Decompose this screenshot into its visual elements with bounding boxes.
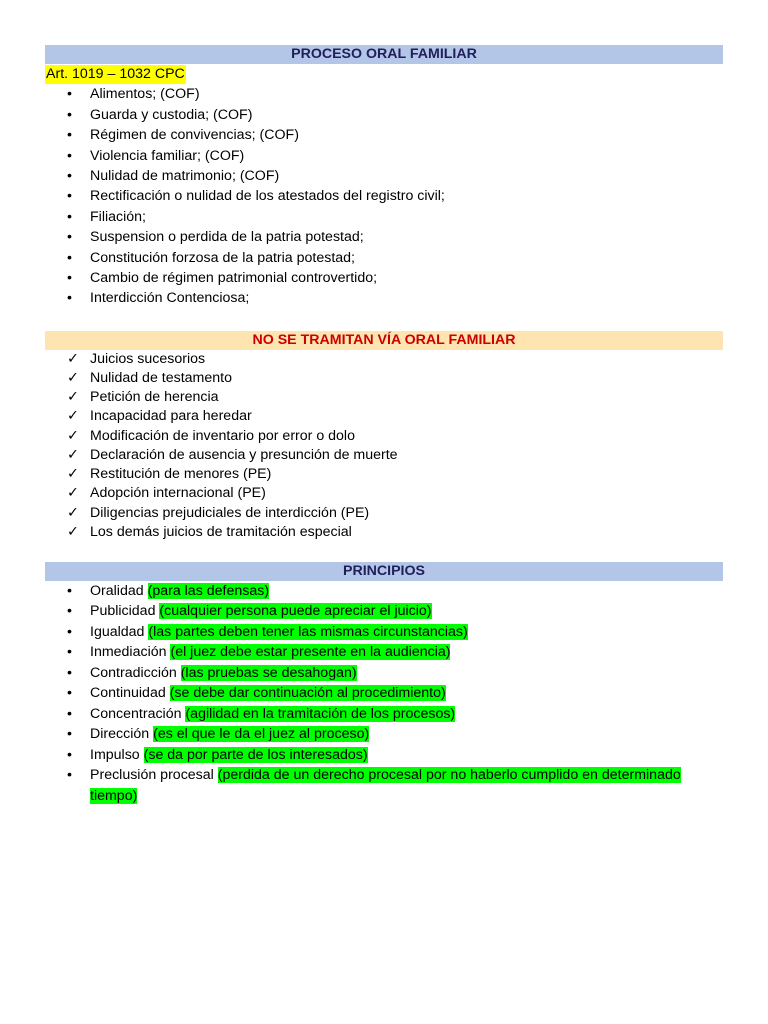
checkmark-icon: ✓ [67, 427, 79, 444]
principios-list [45, 581, 723, 807]
oral-familiar-list [45, 84, 723, 308]
list-item-text: Nulidad de testamento [90, 370, 232, 387]
list-item-text: Petición de herencia [90, 389, 219, 406]
list-item [45, 765, 723, 806]
bullet-icon: • [67, 746, 72, 763]
bullet-icon: • [67, 86, 72, 103]
list-item [45, 484, 723, 503]
list-item [45, 388, 723, 407]
bullet-icon: • [67, 705, 72, 722]
list-item [45, 369, 723, 388]
bullet-icon: • [67, 767, 72, 784]
principle-term: Igualdad [90, 623, 145, 640]
list-item [45, 84, 723, 104]
list-item-text: Constitución forzosa de la patria potestad; [90, 249, 355, 266]
list-item-text: Juicios sucesorios [90, 350, 206, 367]
checkmark-icon: ✓ [67, 350, 79, 367]
section-header-principios: PRINCIPIOS [45, 562, 723, 581]
bullet-icon: • [67, 229, 72, 246]
bullet-icon: • [67, 168, 72, 185]
no-tramitan-list [45, 350, 723, 542]
list-item [45, 622, 723, 643]
list-item-text: Los demás juicios de tramitación especial [90, 523, 352, 540]
bullet-icon: • [67, 726, 72, 743]
checkmark-icon: ✓ [67, 389, 79, 406]
principle-term: Inmediación [90, 644, 167, 661]
list-item-text: Modificación de inventario por error o dolo [90, 427, 355, 444]
list-item [45, 125, 723, 145]
list-item [45, 105, 723, 125]
principle-note-highlight: (perdida de un derecho procesal por no haberlo cumplido en determinado tiempo) [90, 767, 681, 804]
bullet-icon: • [67, 603, 72, 620]
list-item [45, 350, 723, 369]
list-item-text: Restitución de menores (PE) [90, 466, 272, 483]
checkmark-icon: ✓ [67, 485, 79, 502]
list-item [45, 581, 723, 602]
principle-note-highlight: (para las defensas) [147, 582, 270, 599]
list-item [45, 407, 723, 426]
principle-term: Preclusión procesal [90, 767, 214, 784]
principle-term: Contradicción [90, 664, 177, 681]
checkmark-icon: ✓ [67, 446, 79, 463]
section-header-no-se-tramitan: NO SE TRAMITAN VÍA ORAL FAMILIAR [45, 331, 723, 350]
bullet-icon: • [67, 127, 72, 144]
list-item-text: Adopción internacional (PE) [90, 485, 266, 502]
list-item-text: Diligencias prejudiciales de interdicción (PE) [90, 504, 370, 521]
principle-note-highlight: (agilidad en la tramitación de los procesos) [185, 705, 456, 722]
principle-note-highlight: (es el que le da el juez al proceso) [153, 726, 370, 743]
list-item-text: Nulidad de matrimonio; (COF) [90, 168, 280, 185]
bullet-icon: • [67, 644, 72, 661]
list-item [45, 704, 723, 725]
checkmark-icon: ✓ [67, 408, 79, 425]
principle-note-highlight: (el juez debe estar presente en la audiencia) [170, 644, 451, 661]
list-item [45, 288, 723, 308]
list-item [45, 427, 723, 446]
list-item [45, 504, 723, 523]
spacer [45, 542, 723, 562]
bullet-icon: • [67, 623, 72, 640]
list-item [45, 186, 723, 206]
bullet-icon: • [67, 290, 72, 307]
list-item [45, 663, 723, 684]
list-item [45, 601, 723, 622]
bullet-icon: • [67, 188, 72, 205]
list-item [45, 268, 723, 288]
list-item-text: Régimen de convivencias; (COF) [90, 127, 299, 144]
article-reference-line [45, 64, 723, 84]
list-item-text: Guarda y custodia; (COF) [90, 106, 253, 123]
list-item [45, 465, 723, 484]
checkmark-icon: ✓ [67, 370, 79, 387]
list-item-text: Declaración de ausencia y presunción de muerte [90, 446, 398, 463]
list-item [45, 724, 723, 745]
list-item-text: Violencia familiar; (COF) [90, 147, 245, 164]
list-item [45, 523, 723, 542]
principle-term: Publicidad [90, 603, 156, 620]
list-item [45, 642, 723, 663]
list-item [45, 446, 723, 465]
principle-term: Oralidad [90, 582, 144, 599]
document-content [45, 45, 723, 806]
bullet-icon: • [67, 582, 72, 599]
spacer [45, 309, 723, 331]
list-item [45, 227, 723, 247]
bullet-icon: • [67, 270, 72, 287]
principle-note-highlight: (se da por parte de los interesados) [143, 746, 368, 763]
list-item-text: Alimentos; (COF) [90, 86, 200, 103]
principle-term: Impulso [90, 746, 140, 763]
principle-note-highlight: (las partes deben tener las mismas circunstancias) [148, 623, 468, 640]
principle-note-highlight: (las pruebas se desahogan) [180, 664, 357, 681]
article-reference: Art. 1019 – 1032 CPC [46, 66, 185, 82]
bullet-icon: • [67, 208, 72, 225]
bullet-icon: • [67, 106, 72, 123]
principle-term: Dirección [90, 726, 150, 743]
list-item [45, 166, 723, 186]
list-item-text: Incapacidad para heredar [90, 408, 252, 425]
list-item-text: Suspension o perdida de la patria potestad; [90, 229, 364, 246]
list-item-text: Interdicción Contenciosa; [90, 290, 250, 307]
principle-term: Concentración [90, 705, 182, 722]
principle-note-highlight: (se debe dar continuación al procedimiento) [169, 685, 446, 702]
bullet-icon: • [67, 664, 72, 681]
section-header-proceso-oral-familiar: PROCESO ORAL FAMILIAR [45, 45, 723, 64]
list-item-text: Cambio de régimen patrimonial controvertido; [90, 270, 378, 287]
principle-note-highlight: (cualquier persona puede apreciar el juicio) [159, 603, 432, 620]
list-item [45, 207, 723, 227]
checkmark-icon: ✓ [67, 466, 79, 483]
list-item-text: Rectificación o nulidad de los atestados del registro civil; [90, 188, 445, 205]
list-item [45, 745, 723, 766]
bullet-icon: • [67, 249, 72, 266]
list-item [45, 248, 723, 268]
list-item-text: Filiación; [90, 208, 146, 225]
bullet-icon: • [67, 147, 72, 164]
checkmark-icon: ✓ [67, 523, 79, 540]
principle-term: Continuidad [90, 685, 166, 702]
checkmark-icon: ✓ [67, 504, 79, 521]
list-item [45, 146, 723, 166]
bullet-icon: • [67, 685, 72, 702]
list-item [45, 683, 723, 704]
